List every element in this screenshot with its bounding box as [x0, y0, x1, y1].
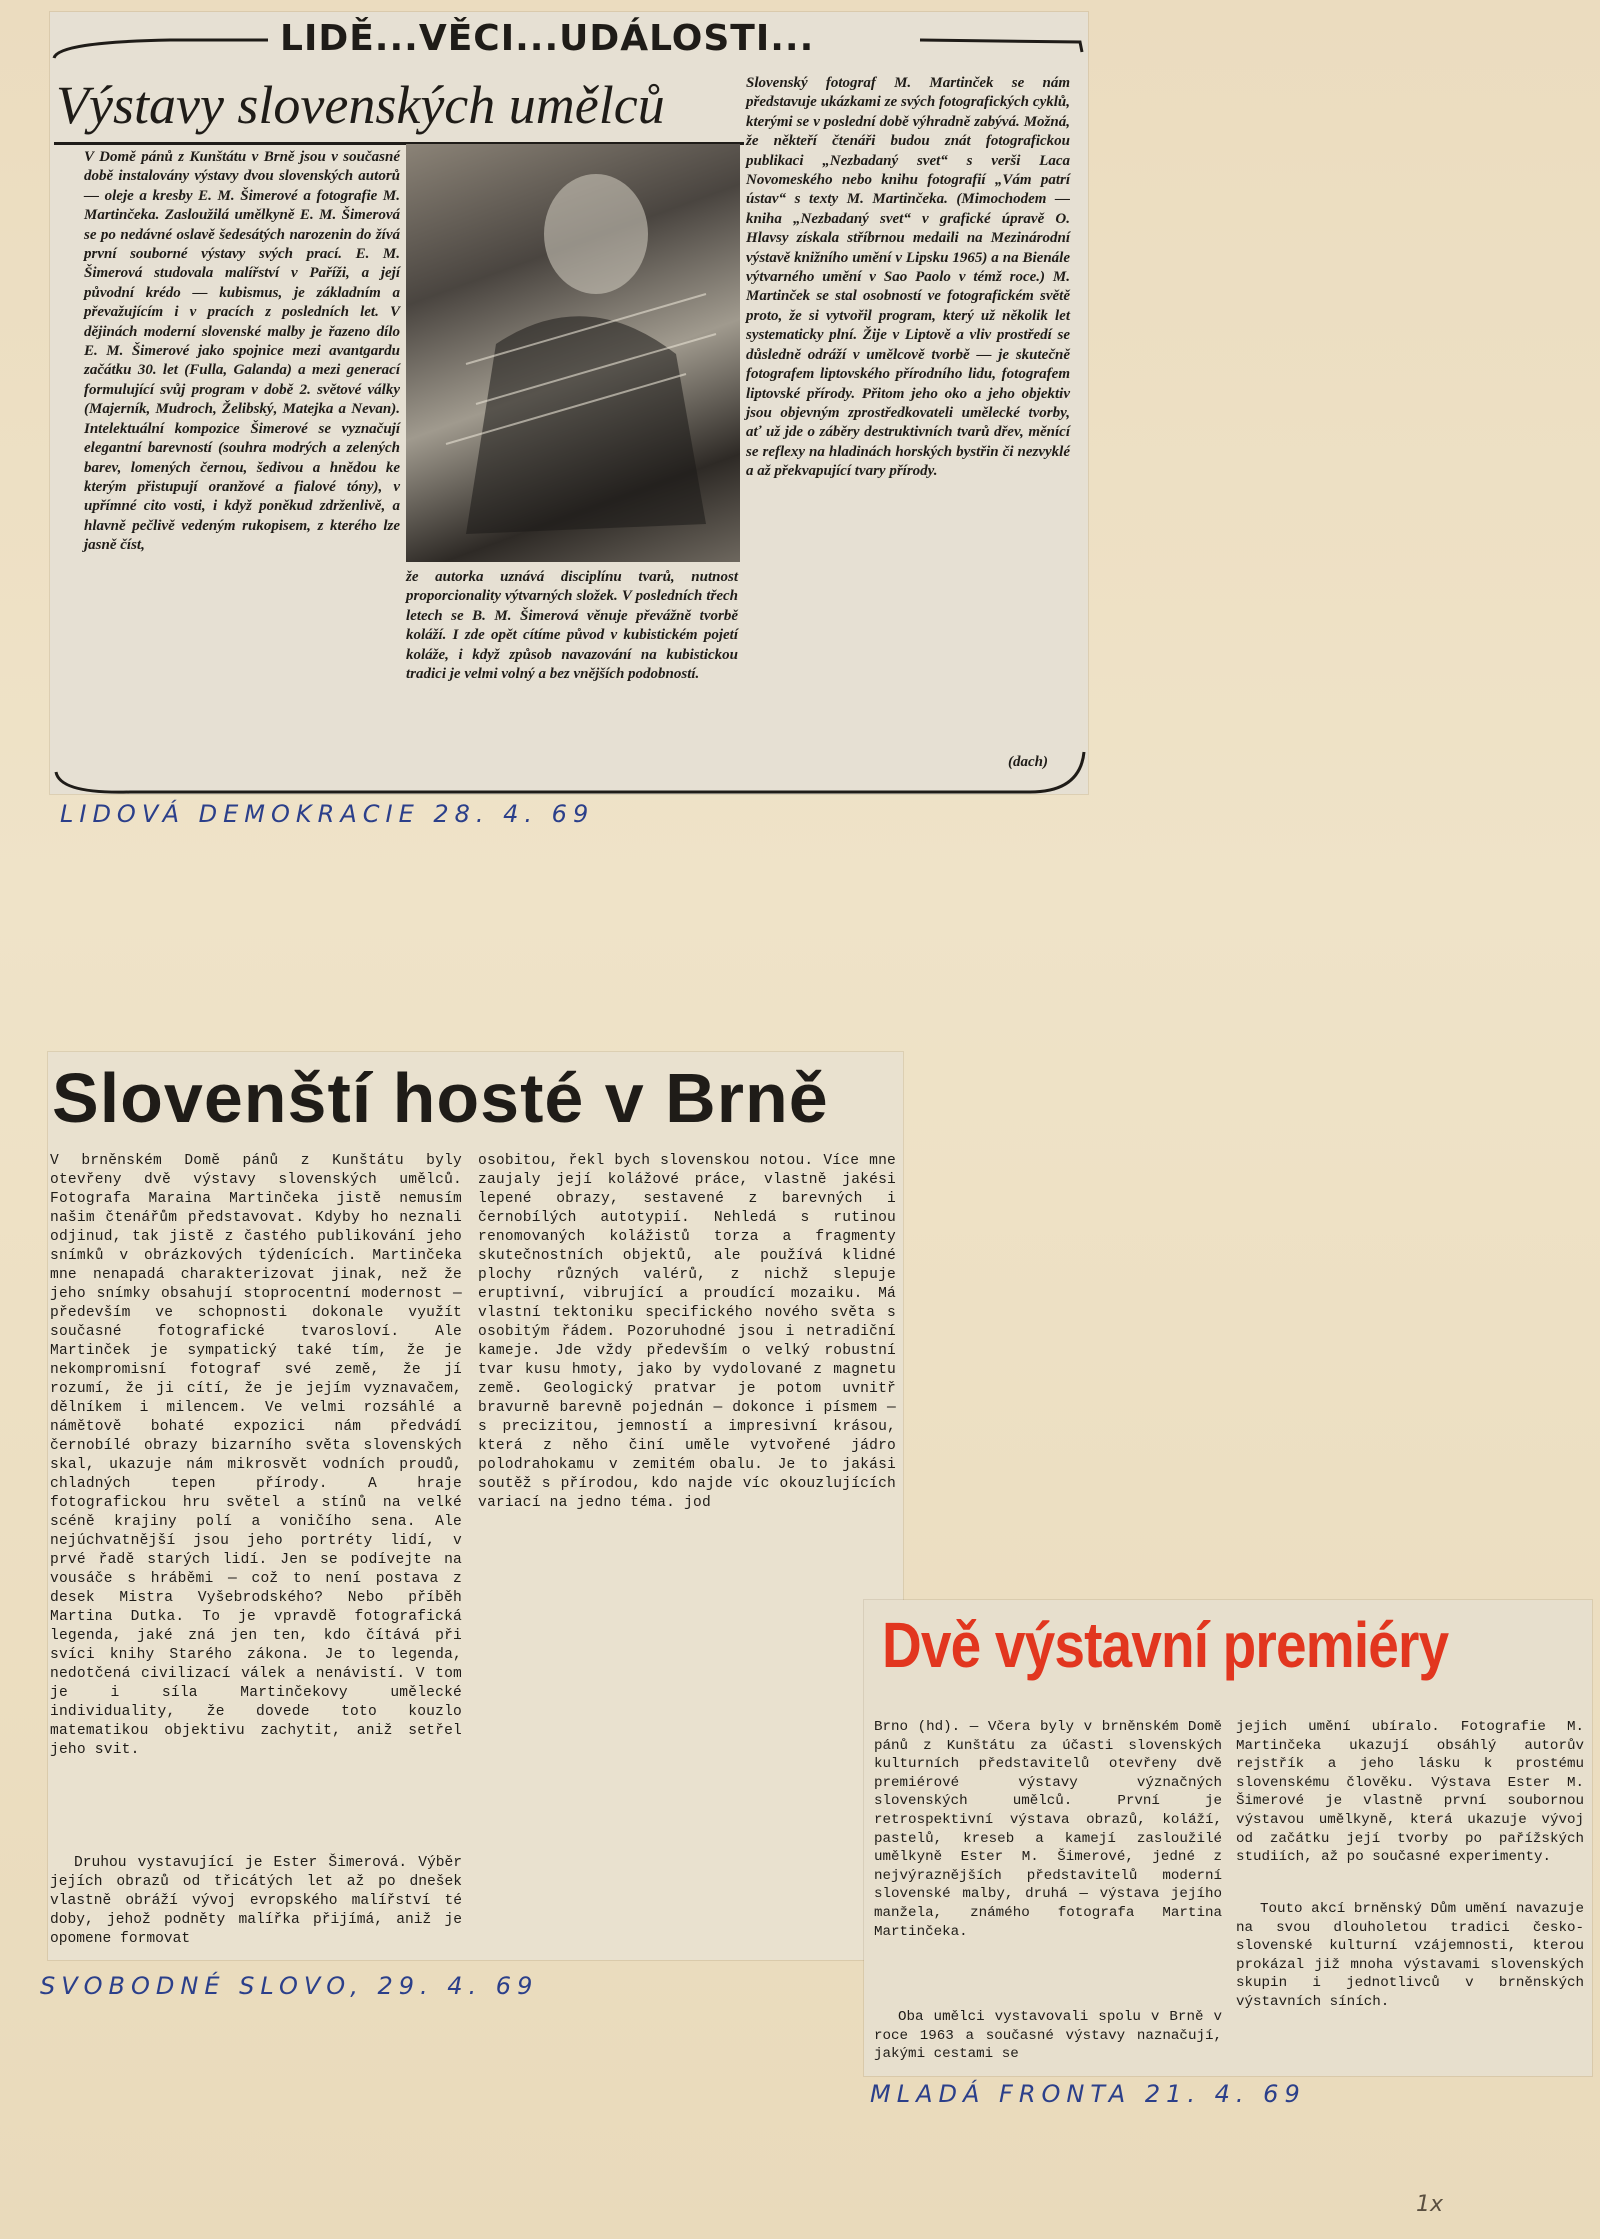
clip3-column-2b: Touto akcí brněnský Dům umění navazuje na svou dlouholetou tradici česko-slovenské kulturní vzájemnosti, kterou prokázal již mnoha výstavami slovenských skupin i jednotlivců v brněnských výstavních síních.	[1236, 1901, 1584, 2010]
clip1-column-1: V Domě pánů z Kunštátu v Brně jsou v současné době instalovány výstavy dvou slovenských autorů — oleje a kresby E. M. Šimerové a fotografie M. Martinčeka. Zasloužilá umělkyně E. M. Šimerová se po nedávné oslavě šedesátých narozenin do žívá první souborné výstavy svých prací. E. M. Šimerová studovala malířství v Paříži, a její původní krédo — kubismus, je základním a převažujícím i v pracích z posledních let. V dějinách moderní slovenské malby je řazeno dílo E. M. Šimerové jako spojnice mezi avantgardu začátku 30. let (Fulla, Galanda) a mezi generací formulující svůj program v době 2. světové války (Majerník, Mudroch, Želibský, Matejka a Nevan). Intelektuální kompozice Šimerové se vyznačují elegantní barevností (souhra modrých a zelených barev, lomených černou, šedivou a hnědou ke kterým přistupují oranžové a fialové tóny), v upřímné cito vosti, i když poněkud zdrženlivě, a hlavně pečlivě vedeným rukopisem, z kterého lze jasně číst,	[84, 149, 400, 554]
handwritten-source-3: MLADÁ FRONTA 21. 4. 69	[870, 2080, 1306, 2108]
photo-figure-shape	[406, 144, 740, 562]
signature: (dach)	[1008, 754, 1048, 770]
clip3-column-1b: Oba umělci vystavovali spolu v Brně v roce 1963 a současné výstavy naznačují, jakými cestami se	[874, 2009, 1222, 2063]
handwritten-source-2: SVOBODNÉ SLOVO, 29. 4. 69	[40, 1972, 539, 2000]
headline: Slovenští hosté v Brně	[52, 1059, 829, 1137]
clip1-column-2: že autorka uznává disciplínu tvarů, nutnost proporcionality výtvarných složek. V posledních třech letech se B. M. Šimerová věnuje převážně tvorbě koláží. I zde opět cítíme původ v kubistickém pojetí koláže, i když způsob navazování na kubistickou tradici je velmi volný a bez vnějších podobností.	[406, 569, 738, 683]
clipping-svobodne-slovo	[48, 1052, 903, 1960]
clipping-lidova-demokracie	[50, 12, 1088, 794]
clip2-column-2: osobitou, řekl bych slovenskou notou. Více mne zaujaly její kolážové práce, vlastně jakési lepené obrazy, sestavené z barevných i černobílých autotypií. Nehledá s rutinou renomovaných kolážistů torza a fragmenty skutečnostních objektů, ale používá klidné plochy různých valérů, z nichž slepuje eruptivní, vibrující a proudící mozaiku. Má vlastní tektoniku specifického nového světa s osobitým řádem. Pozoruhodné jsou i netradiční kameje. Jde vždy především o velký robustní tvar kusu hmoty, jako by vydolované z magnetu země. Geologický pratvar je potom uvnitř bravurně barevně pojednán — dokonce i písmem — s precizitou, jemností a impresivní krásou, která z něho činí uměle vytvořené jádro polodrahokamu v zemitém obalu. Je to jakási soutěž s přírodou, kdo najde víc okouzlujících variací na jedno téma. jod	[478, 1153, 896, 1511]
photo-artist-weaving	[406, 144, 740, 562]
clip2-column-1b: Druhou vystavující je Ester Šimerová. Výběr jejích obrazů od třicátých let až po dnešek vlastně obráží vývoj evropského malířství té doby, jehož podněty malířka přijímá, aniž je opomene formovat	[50, 1855, 462, 1947]
clip2-column-1: V brněnském Domě pánů z Kunštátu byly otevřeny dvě výstavy slovenských umělců. Fotografa Maraina Martinčeka jistě nemusím našim čtenářům představovat. Kdyby ho neznali odjinud, tak jistě z častého publikování jeho snímků v obrázkových týdenících. Martinčeka mne nenapadá charakterizovat jinak, než že jeho snímky obsahují stoprocentní modernost — především ve schopnosti dokonale využít současné fotografické tvarosloví. Ale Martinček je sympatický také tím, že je nekompromisní fotograf své země, že jí rozumí, že ji cítí, že je jejím vyznavačem, dělníkem i milencem. Ve velmi rozsáhlé a námětově bohaté expozici nám předvádí černobílé obrazy bizarního světa slovenských skal, ukazuje nám mikrosvět vodních proudů, chladných tepen přírody. A hraje fotografickou hru světel a stínů na velké scéně krajiny polí a voničího sena. Ale nejúchvatnější jsou jeho portréty lidí, v prvé řadě starých lidí. Jen se podívejte na vousáče s hráběmi — což to není postava z desek Mistra Vyšebrodského? Nebo příběh Martina Dutka. To je vpravdě fotografická legenda, jaké zná jen ten, kdo čítává při svíci knihy Starého zákona. Je to legenda, nedotčená civilizací válek a nenávistí. V tom je i síla Martinčekovy umělecké individuality, že dovede toto kouzlo matematikou objektivu zachytit, aniž setřel jeho svit.	[50, 1153, 462, 1758]
headline: Dvě výstavní premiéry	[882, 1609, 1449, 1681]
clipping-mlada-fronta	[864, 1600, 1592, 2076]
page-number-mark: 1x	[1416, 2192, 1444, 2217]
handwritten-source-1: LIDOVÁ DEMOKRACIE 28. 4. 69	[60, 800, 595, 828]
section-banner: LIDĚ...VĚCI...UDÁLOSTI...	[280, 18, 815, 59]
clip3-column-2: jejich umění ubíralo. Fotografie M. Martinčeka ukazují obsáhlý autorův rejstřík a jeho lásku k prostému slovenskému člověku. Výstava Ester M. Šimerové je vlastně první soubornou výstavou umělkyně, která ukazuje vývoj od začátku její tvorby po pařížských studiích, až po současné experimenty.	[1236, 1719, 1584, 1866]
clip3-column-1: Brno (hd). — Včera byly v brněnském Domě pánů z Kunštátu za účasti slovenských kulturních představitelů otevřeny dvě premiérové výstavy význačných slovenských umělců. První je retrospektivní výstava obrazů, koláží, pastelů, kreseb a kamejí zasloužilé umělkyně Ester M. Šimerové, jedné z nejvýraznějších představitelů moderní slovenské malby, druhá — výstava jejího manžela, známého fotografa Martina Martinčeka.	[874, 1719, 1222, 1940]
headline: Výstavy slovenských umělců	[56, 75, 665, 135]
clip1-column-3: Slovenský fotograf M. Martinček se nám představuje ukázkami ze svých fotografických cyklů, kterými se v poslední době výhradně zabývá. Možná, že někteří čtenáři budou znát fotografickou publikaci „Nezbadaný svet“ s verši Laca Novomeského nebo knihu fotografií „Vám patrí ústav“ s texty M. Martinčeka. (Mimochodem — kniha „Nezbadaný svet“ v grafické úpravě O. Hlavsy získala stříbrnou medaili na Mezinárodní výstavě knižního umění v Lipsku 1965) a na Bienále výtvarného umění v Sao Paolo v témž roce.) M. Martinček se stal osobností ve fotografickém světě proto, že si vytvořil program, který už několik let systematicky plní. Žije v Liptově a vliv prostředí se důsledně odráží v umělcově tvorbě — je skutečně fotografem liptovského přírodního lidu, fotografem liptovské přírody. Přitom jeho oko a jeho objektiv jsou objevným zprostředkovateli umělecké tvorby, ať už jde o záběry destruktivních tvarů dřev, měnící se reflexy na hladinách horských bystřin či nezvyklé a až překvapující tvary přírody.	[746, 75, 1070, 480]
